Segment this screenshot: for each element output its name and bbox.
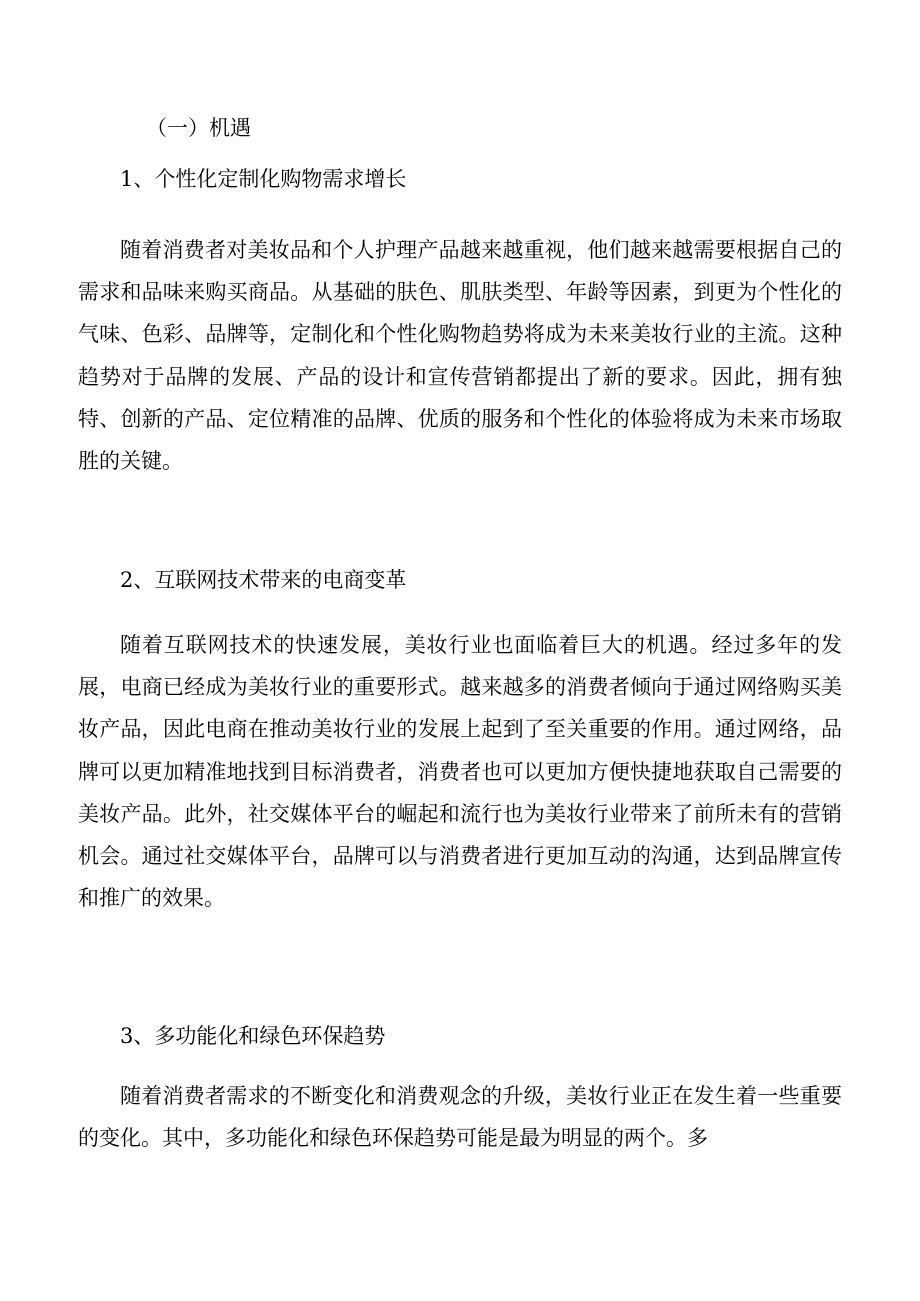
item-body-1: 随着消费者对美妆品和个人护理产品越来越重视，他们越来越需要根据自己的需求和品味来购买商品。从基础的肤色、肌肤类型、年龄等因素，到更为个性化的气味、色彩、品牌等，定制化和个性化购物趋势将成为未来美妆行业的主流。这种趋势对于品牌的发展、产品的设计和宣传营销都提出了新的要求。因此，拥有独特、创新的产品、定位精准的品牌、优质的服务和个性化的体验将成为未来市场取胜的关键。 (78, 238, 842, 474)
item-body-3: 随着消费者需求的不断变化和消费观念的升级，美妆行业正在发生着一些重要的变化。其中，多功能化和绿色环保趋势可能是最为明显的两个。多 (78, 1084, 842, 1151)
item-heading-2: 2、互联网技术带来的电商变革 (120, 568, 407, 592)
item-heading-1: 1、个性化定制化购物需求增长 (120, 167, 407, 191)
item-body-2: 随着互联网技术的快速发展，美妆行业也面临着巨大的机遇。经过多年的发展，电商已经成为美妆行业的重要形式。越来越多的消费者倾向于通过网络购买美妆产品，因此电商在推动美妆行业的发展上起到了至关重要的作用。通过网络，品牌可以更加精准地找到目标消费者，消费者也可以更加方便快捷地获取自己需要的美妆产品。此外，社交媒体平台的崛起和流行也为美妆行业带来了前所未有的营销机会。通过社交媒体平台，品牌可以与消费者进行更加互动的沟通，达到品牌宣传和推广的效果。 (78, 633, 842, 911)
item-heading-3: 3、多功能化和绿色环保趋势 (120, 1024, 386, 1048)
section-heading: （一）机遇 (146, 116, 251, 140)
